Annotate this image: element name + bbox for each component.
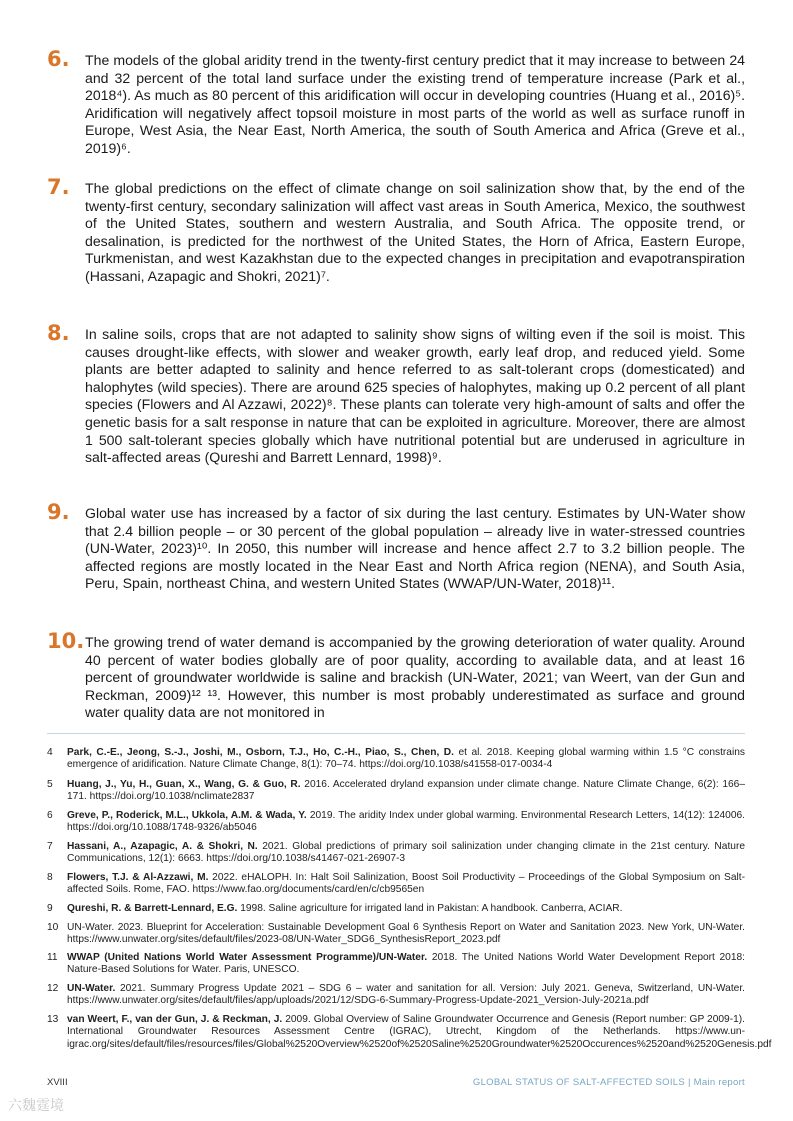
footnote-text: UN-Water. 2023. Blueprint for Acceleration: Sustainable Development Goal 6 Synthesis Report on Water and Sanitation 2023. New York, UN-Water. https://www.unwater.org/sites/default/files/2023-08/UN-Water_SDG6_SynthesisReport_2023.pdf (67, 922, 745, 946)
footnote-divider (47, 733, 745, 734)
paragraph-number: 9. (47, 500, 70, 524)
footnote-text: et al. 2018. Keeping global warming within 1.5 °C constrains emergence of aridification. Nature Climate Change, 8(1): 70–74. https://doi.org/10.1038/s41558-017-0034-4 (67, 747, 745, 771)
page-number: XVIII (47, 1077, 68, 1088)
running-footer-title: GLOBAL STATUS OF SALT-AFFECTED SOILS | Main report (472, 1077, 745, 1088)
footnote-number: 10 (47, 922, 59, 933)
footnote-text: 2009. Global Overview of Saline Groundwater Occurrence and Genesis (Report number: GP 2009-1). International Groundwater Resources Assessment Centre (IGRAC), Utrecht, Kingdom of the Netherlands. https://www.un-igrac.org/sites/default/files/resources/files/Global%2520Overview%2520of%2520Saline%2520Groundwater%2520Occurences%2520and%2520Genesis.pdf (67, 1014, 772, 1050)
footnote-text: 2022. eHALOPH. In: Halt Soil Salinization, Boost Soil Productivity – Proceedings of the Global Symposium on Salt-affected Soils. Rome, FAO. https://www.fao.org/documents/card/en/c/cb9565en (67, 872, 745, 896)
footnote-authors: WWAP (United Nations World Water Assessment Programme)/UN-Water. (67, 952, 428, 963)
footnote-number: 9 (47, 903, 53, 914)
paragraph-text: The models of the global aridity trend in the twenty-first century predict that it may increase to between 24 and 32 percent of the total land surface under the existing trend of temperature increase (Park et al., 2018⁴). As much as 80 percent of this aridification will occur in developing countries (Huang et al., 2016)⁵. Aridification will negatively affect topsoil moisture in most parts of the world as well as surface runoff in Europe, West Asia, the Near East, North America, the south of South America and Africa (Greve et al., 2019)⁶. (85, 52, 745, 156)
footnote-authors: van Weert, F., van der Gun, J. & Reckman, J. (67, 1014, 283, 1025)
paragraph-text: The growing trend of water demand is accompanied by the growing deterioration of water quality. Around 40 percent of water bodies globally are of poor quality, according to available data, and at least 16 percent of groundwater worldwide is saline and brackish (UN-Water, 2021; van Weert, van der Gun and Reckman, 2009)¹² ¹³. However, this number is most probably underestimated as surface and ground water quality data are not monitored in (85, 634, 745, 721)
footnote-text: 2021. Summary Progress Update 2021 – SDG 6 – water and sanitation for all. Version: July 2021. Geneva, Switzerland, UN-Water. https://www.unwater.org/sites/default/files/app/uploads/2021/12/SDG-6-Summary-Progress-Update-2021_Version-July-2021a.pdf (67, 983, 745, 1007)
footnote-text: 2019. The aridity Index under global warming. Environmental Research Letters, 14(12): 124006. https://doi.org/10.1088/1748-9326/ab5046 (67, 810, 745, 834)
watermark: 六魏霆境 (8, 1097, 64, 1113)
paragraph-number: 10. (47, 629, 85, 653)
footnote-authors: Park, C.-E., Jeong, S.-J., Joshi, M., Osborn, T.J., Ho, C.-H., Piao, S., Chen, D. (67, 747, 454, 758)
footnote-number: 4 (47, 747, 53, 758)
footnote-number: 13 (47, 1014, 59, 1025)
footnote-authors: Hassani, A., Azapagic, A. & Shokri, N. (67, 841, 258, 852)
footnote-number: 8 (47, 872, 53, 883)
footnote-authors: Qureshi, R. & Barrett-Lennard, E.G. (67, 903, 238, 914)
paragraph-number: 7. (47, 175, 70, 199)
footnote-text: 2016. Accelerated dryland expansion under climate change. Nature Climate Change, 6(2): 166–171. https://doi.org/10.1038/nclimate2837 (67, 779, 745, 803)
paragraph-text: The global predictions on the effect of climate change on soil salinization show that, by the end of the twenty-first century, secondary salinization will affect vast areas in South America, Mexico, the southwest of the United States, southern and western Australia, and South Africa. The opposite trend, or desalination, is predicted for the northwest of the United States, the Horn of Africa, Eastern Europe, Turkmenistan, and west Kazakhstan due to the expected changes in precipitation and evapotranspiration (Hassani, Azapagic and Shokri, 2021)⁷. (85, 180, 745, 284)
paragraph-text: Global water use has increased by a factor of six during the last century. Estimates by UN-Water show that 2.4 billion people – or 30 percent of the global population – already live in water-stressed countries (UN-Water, 2023)¹⁰. In 2050, this number will increase and hence affect 2.7 to 3.2 billion people. The affected regions are mostly located in the Near East and North Africa region (NENA), and South Asia, Peru, Spain, northeast China, and western United States (WWAP/UN-Water, 2018)¹¹. (85, 505, 745, 592)
footnote-number: 7 (47, 841, 53, 852)
paragraph-number: 6. (47, 47, 70, 71)
footnote-text: 2018. The United Nations World Water Development Report 2018: Nature-Based Solutions for Water. Paris, UNESCO. (67, 952, 745, 976)
footnote-text: 2021. Global predictions of primary soil salinization under changing climate in the 21st century. Nature Communications, 12(1): 6663. https://doi.org/10.1038/s41467-021-26907-3 (67, 841, 746, 865)
footnote-text: 1998. Saline agriculture for irrigated land in Pakistan: A handbook. Canberra, ACIAR. (237, 903, 623, 914)
footnote-number: 11 (47, 952, 58, 963)
footnote-authors: Huang, J., Yu, H., Guan, X., Wang, G. & Guo, R. (67, 779, 301, 790)
footnote-authors: Flowers, T.J. & Al-Azzawi, M. (67, 872, 209, 883)
footnote-number: 5 (47, 779, 53, 790)
paragraph-text: In saline soils, crops that are not adapted to salinity show signs of wilting even if the soil is moist. This causes drought-like effects, with slower and weaker growth, early leaf drop, and reduced yield. Some plants are better adapted to salinity and hence referred to as salt-tolerant crops (domesticated) and halophytes (wild species). There are around 625 species of halophytes, making up 0.2 percent of all plant species (Flowers and Al Azzawi, 2022)⁸. These plants can tolerate very high-amount of salts and offer the genetic basis for a salt response in nature that can be exploited in agriculture. Moreover, there are almost 1 500 salt-tolerant species globally which have nutritional potential but are underused in agriculture in salt-affected areas (Qureshi and Barrett Lennard, 1998)⁹. (85, 326, 745, 466)
footnote-number: 12 (47, 983, 59, 994)
footnote-number: 6 (47, 810, 53, 821)
paragraph-number: 8. (47, 321, 70, 345)
footnote-authors: UN-Water. (67, 983, 116, 994)
footnote-authors: Greve, P., Roderick, M.L., Ukkola, A.M. & Wada, Y. (67, 810, 307, 821)
